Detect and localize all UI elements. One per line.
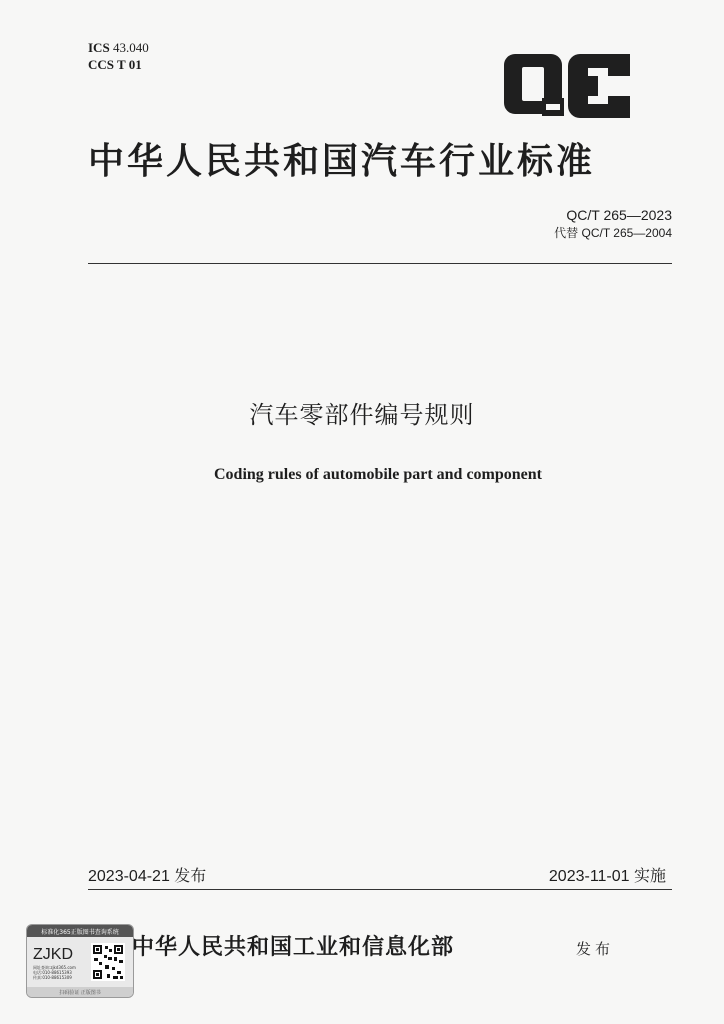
ics-label: ICS xyxy=(88,40,110,55)
qc-logo xyxy=(502,52,632,122)
stamp-line-2: 电话:010-88615393 xyxy=(33,970,72,975)
stamp-line-1: 网址查询:zjkd365.com xyxy=(33,965,76,970)
stamp-graphic xyxy=(27,925,133,997)
ics-number: 43.040 xyxy=(112,40,149,55)
verification-stamp xyxy=(26,924,134,998)
implementation-date: 2023-11-01 实施 xyxy=(548,868,666,885)
replaces-standard: 代替 QC/T 265—2004 xyxy=(554,226,672,240)
stamp-brand: ZJKD xyxy=(33,946,73,963)
stamp-bottom-text: 扫码验证 正版图书 xyxy=(59,990,101,996)
header-divider xyxy=(88,263,672,264)
qc-logo-graphic xyxy=(502,52,632,122)
qr-code-icon xyxy=(91,943,125,981)
issue-label: 发布 xyxy=(576,940,615,958)
standard-category-title: 中华人民共和国汽车行业标准 xyxy=(88,140,596,182)
footer-divider xyxy=(88,889,672,890)
stamp-line-3: 传真:010-88615309 xyxy=(33,975,72,980)
standard-number: QC/T 265—2023 xyxy=(566,207,672,223)
issuing-authority: 中华人民共和国工业和信息化部 xyxy=(132,934,455,960)
document-title-english: Coding rules of automobile part and component xyxy=(213,466,543,483)
document-title-chinese: 汽车零部件编号规则 xyxy=(249,401,475,429)
ics-code xyxy=(88,39,149,56)
ccs-code: CCS T 01 xyxy=(88,57,142,72)
issue-date: 2023-04-21 发布 xyxy=(88,868,207,885)
stamp-top-text: 标准化365正版图书查询系统 xyxy=(41,929,119,936)
